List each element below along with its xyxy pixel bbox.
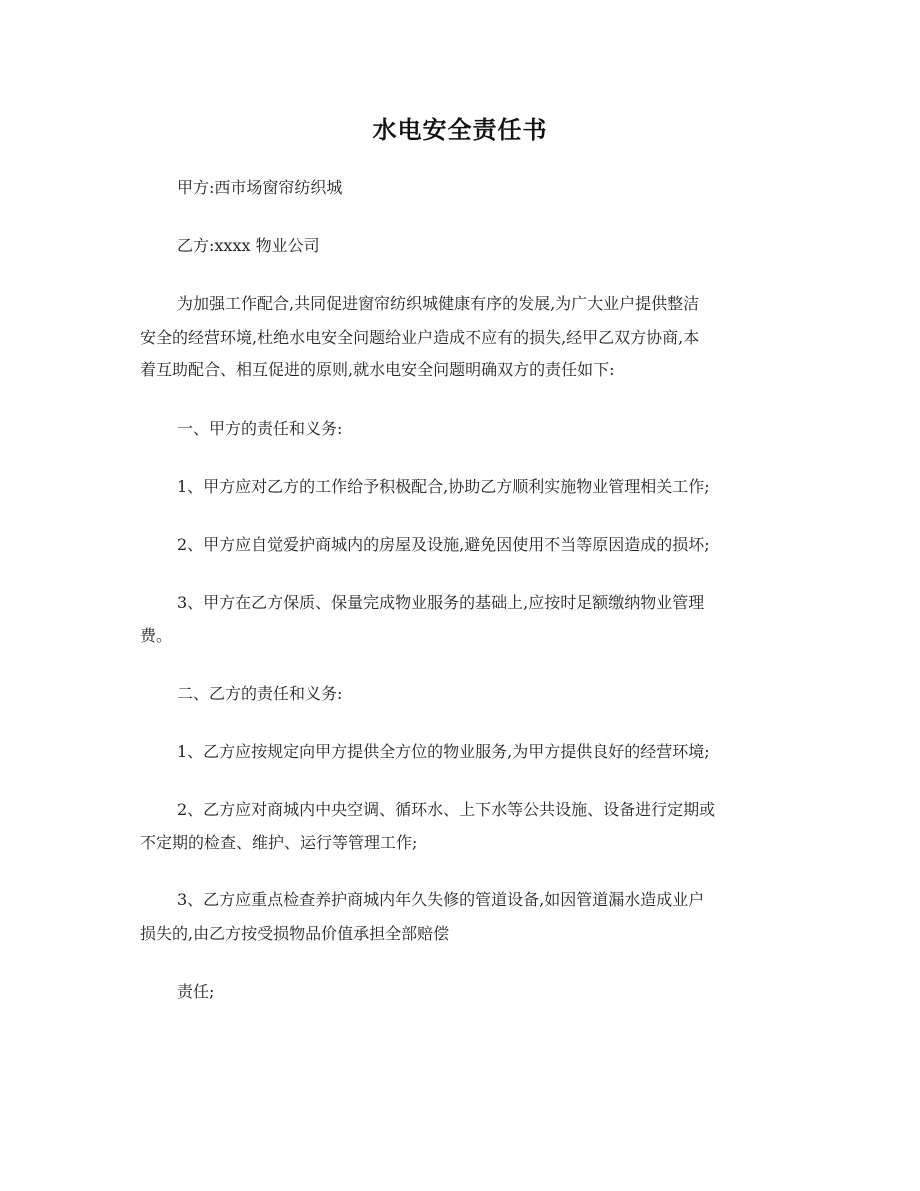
closing-line: 责任; <box>177 982 215 1001</box>
section-b-item-2-line-2: 不定期的检查、维护、运行等管理工作; <box>140 833 418 852</box>
section-a-item-3-line-2: 费。 <box>140 626 173 645</box>
section-a-heading: 一、甲方的责任和义务: <box>177 419 343 438</box>
section-b-item-1: 1、乙方应按规定向甲方提供全方位的物业服务,为甲方提供良好的经营环境; <box>177 742 710 761</box>
section-a-item-2: 2、甲方应自觉爱护商城内的房屋及设施,避免因使用不当等原因造成的损坏; <box>177 535 710 554</box>
party-a-line: 甲方:西市场窗帘纺织城 <box>177 178 343 197</box>
section-a-item-3-line-1: 3、甲方在乙方保质、保量完成物业服务的基础上,应按时足额缴纳物业管理 <box>177 593 705 612</box>
preamble-line-1: 为加强工作配合,共同促进窗帘纺织城健康有序的发展,为广大业户提供整洁 <box>177 294 700 313</box>
preamble-line-3: 着互助配合、相互促进的原则,就水电安全问题明确双方的责任如下: <box>140 360 615 379</box>
section-b-item-2-line-1: 2、乙方应对商城内中央空调、循环水、上下水等公共设施、设备进行定期或 <box>177 800 716 819</box>
section-b-item-3-line-1: 3、乙方应重点检查养护商城内年久失修的管道设备,如因管道漏水造成业户 <box>177 890 705 909</box>
party-b-line: 乙方:xxxx 物业公司 <box>177 236 320 255</box>
document-title: 水电安全责任书 <box>372 115 548 144</box>
section-b-item-3-line-2: 损失的,由乙方按受损物品价值承担全部赔偿 <box>140 924 450 943</box>
section-a-item-1: 1、甲方应对乙方的工作给予积极配合,协助乙方顺利实施物业管理相关工作; <box>177 477 710 496</box>
section-b-heading: 二、乙方的责任和义务: <box>177 684 343 703</box>
preamble-line-2: 安全的经营环境,杜绝水电安全问题给业户造成不应有的损失,经甲乙双方协商,本 <box>140 328 700 347</box>
